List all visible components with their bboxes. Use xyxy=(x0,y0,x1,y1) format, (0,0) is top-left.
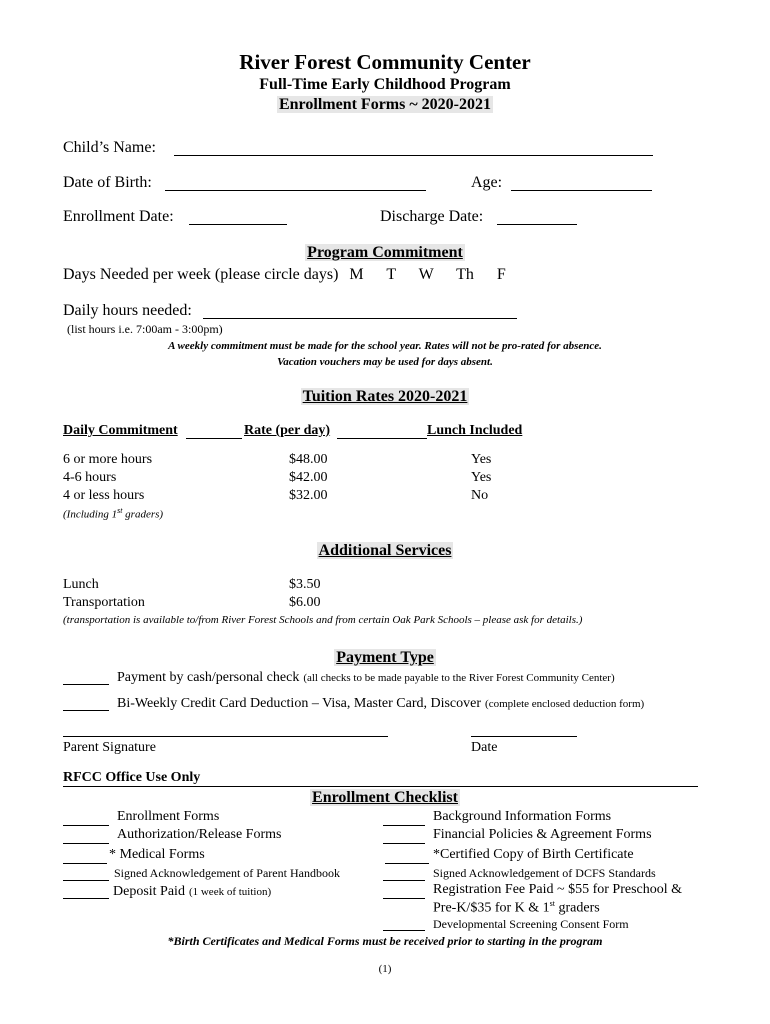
table-cell-lunch: No xyxy=(471,488,489,503)
table-row: 4 or less hours xyxy=(63,488,145,503)
checklist-blank[interactable] xyxy=(63,843,109,844)
table-cell-rate: $48.00 xyxy=(289,452,328,467)
service-item: Transportation xyxy=(63,595,145,610)
checklist-blank[interactable] xyxy=(383,843,425,844)
payment-cash-checkbox[interactable] xyxy=(63,684,109,685)
table-row: 4-6 hours xyxy=(63,470,117,485)
dob-label: Date of Birth: xyxy=(63,174,152,191)
table-cell-rate: $42.00 xyxy=(289,470,328,485)
checklist-blank[interactable] xyxy=(383,930,425,931)
checklist-medical-forms: * Medical Forms xyxy=(109,847,205,862)
service-price: $3.50 xyxy=(289,577,321,592)
page-number: (1) xyxy=(378,963,392,975)
checklist-background-forms: Background Information Forms xyxy=(433,809,612,824)
table-cell-rate: $32.00 xyxy=(289,488,328,503)
checklist-blank[interactable] xyxy=(383,880,425,881)
day-w[interactable]: W xyxy=(418,266,434,283)
tuition-heading: Tuition Rates 2020-2021 xyxy=(302,388,468,405)
days-needed-row xyxy=(63,266,506,284)
day-f[interactable]: F xyxy=(496,266,506,283)
parent-signature-field[interactable] xyxy=(63,736,388,737)
age-label: Age: xyxy=(471,174,503,191)
days-needed-label: Days Needed per week (please circle days) xyxy=(63,266,339,283)
checklist-blank[interactable] xyxy=(63,898,109,899)
signature-date-field[interactable] xyxy=(471,736,577,737)
payment-card-checkbox[interactable] xyxy=(63,710,109,711)
checklist-screening-consent: Developmental Screening Consent Form xyxy=(433,917,629,931)
program-commitment-heading: Program Commitment xyxy=(307,244,463,261)
checklist-enrollment-forms: Enrollment Forms xyxy=(117,809,220,824)
checklist-footer-note: *Birth Certificates and Medical Forms must be received prior to starting in the program xyxy=(167,934,603,948)
checklist-parent-handbook: Signed Acknowledgement of Parent Handbook xyxy=(114,866,340,880)
checklist-blank[interactable] xyxy=(385,863,429,864)
hours-hint: (list hours i.e. 7:00am - 3:00pm) xyxy=(67,322,223,336)
payment-option-cash: Payment by cash/personal check (all checks to be made payable to the River Forest Community Center) xyxy=(117,670,615,685)
checklist-dcfs-standards: Signed Acknowledgement of DCFS Standards xyxy=(433,866,656,880)
office-use-divider xyxy=(63,786,698,787)
program-subtitle: Full-Time Early Childhood Program xyxy=(259,76,511,93)
transportation-note: (transportation is available to/from River Forest Schools and from certain Oak Park Schools – please ask for details.) xyxy=(63,614,583,626)
day-th[interactable]: Th xyxy=(456,266,474,283)
header-underline-1 xyxy=(186,438,242,439)
col-daily-commitment: Daily Commitment xyxy=(63,423,178,438)
office-use-label: RFCC Office Use Only xyxy=(63,770,201,785)
dob-field[interactable] xyxy=(165,190,426,191)
enrollment-date-label: Enrollment Date: xyxy=(63,208,174,225)
child-name-label: Child’s Name: xyxy=(63,139,156,156)
commitment-note-2: Vacation vouchers may be used for days absent. xyxy=(277,356,493,368)
service-item: Lunch xyxy=(63,577,99,592)
table-cell-lunch: Yes xyxy=(471,452,492,467)
checklist-blank[interactable] xyxy=(63,880,109,881)
checklist-deposit-paid: Deposit Paid (1 week of tuition) xyxy=(113,884,272,899)
col-lunch-included: Lunch Included xyxy=(427,423,523,438)
discharge-date-field[interactable] xyxy=(497,224,577,225)
header-underline-2 xyxy=(337,438,427,439)
discharge-date-label: Discharge Date: xyxy=(380,208,484,225)
checklist-birth-certificate: *Certified Copy of Birth Certificate xyxy=(433,847,634,862)
checklist-blank[interactable] xyxy=(383,898,425,899)
child-name-field[interactable] xyxy=(174,155,653,156)
day-m[interactable]: M xyxy=(349,266,364,283)
commitment-note-1: A weekly commitment must be made for the school year. Rates will not be pro-rated for absence. xyxy=(168,340,602,352)
age-field[interactable] xyxy=(511,190,652,191)
checklist-authorization-forms: Authorization/Release Forms xyxy=(117,827,282,842)
service-price: $6.00 xyxy=(289,595,321,610)
table-row: 6 or more hours xyxy=(63,452,153,467)
additional-services-heading: Additional Services xyxy=(318,542,452,559)
table-cell-lunch: Yes xyxy=(471,470,492,485)
forms-title: Enrollment Forms ~ 2020-2021 xyxy=(278,96,491,113)
payment-option-card: Bi-Weekly Credit Card Deduction – Visa, Master Card, Discover (complete enclosed deduction form) xyxy=(117,696,645,711)
daily-hours-label: Daily hours needed: xyxy=(63,302,192,319)
checklist-registration-fee-line2: Pre-K/$35 for K & 1st graders xyxy=(433,899,600,916)
signature-date-label: Date xyxy=(471,740,498,755)
parent-signature-label: Parent Signature xyxy=(63,740,156,755)
enrollment-checklist-heading: Enrollment Checklist xyxy=(312,789,458,806)
checklist-blank[interactable] xyxy=(383,825,425,826)
enrollment-date-field[interactable] xyxy=(189,224,287,225)
tuition-note: (Including 1st graders) xyxy=(63,506,164,521)
checklist-blank[interactable] xyxy=(63,863,107,864)
payment-type-heading: Payment Type xyxy=(336,649,434,666)
checklist-blank[interactable] xyxy=(63,825,109,826)
day-t[interactable]: T xyxy=(386,266,396,283)
daily-hours-field[interactable] xyxy=(203,318,517,319)
col-rate: Rate (per day) xyxy=(244,423,331,438)
checklist-financial-policies: Financial Policies & Agreement Forms xyxy=(433,827,652,842)
page-title: River Forest Community Center xyxy=(239,50,531,74)
checklist-registration-fee: Registration Fee Paid ~ $55 for Preschool & xyxy=(433,882,683,897)
